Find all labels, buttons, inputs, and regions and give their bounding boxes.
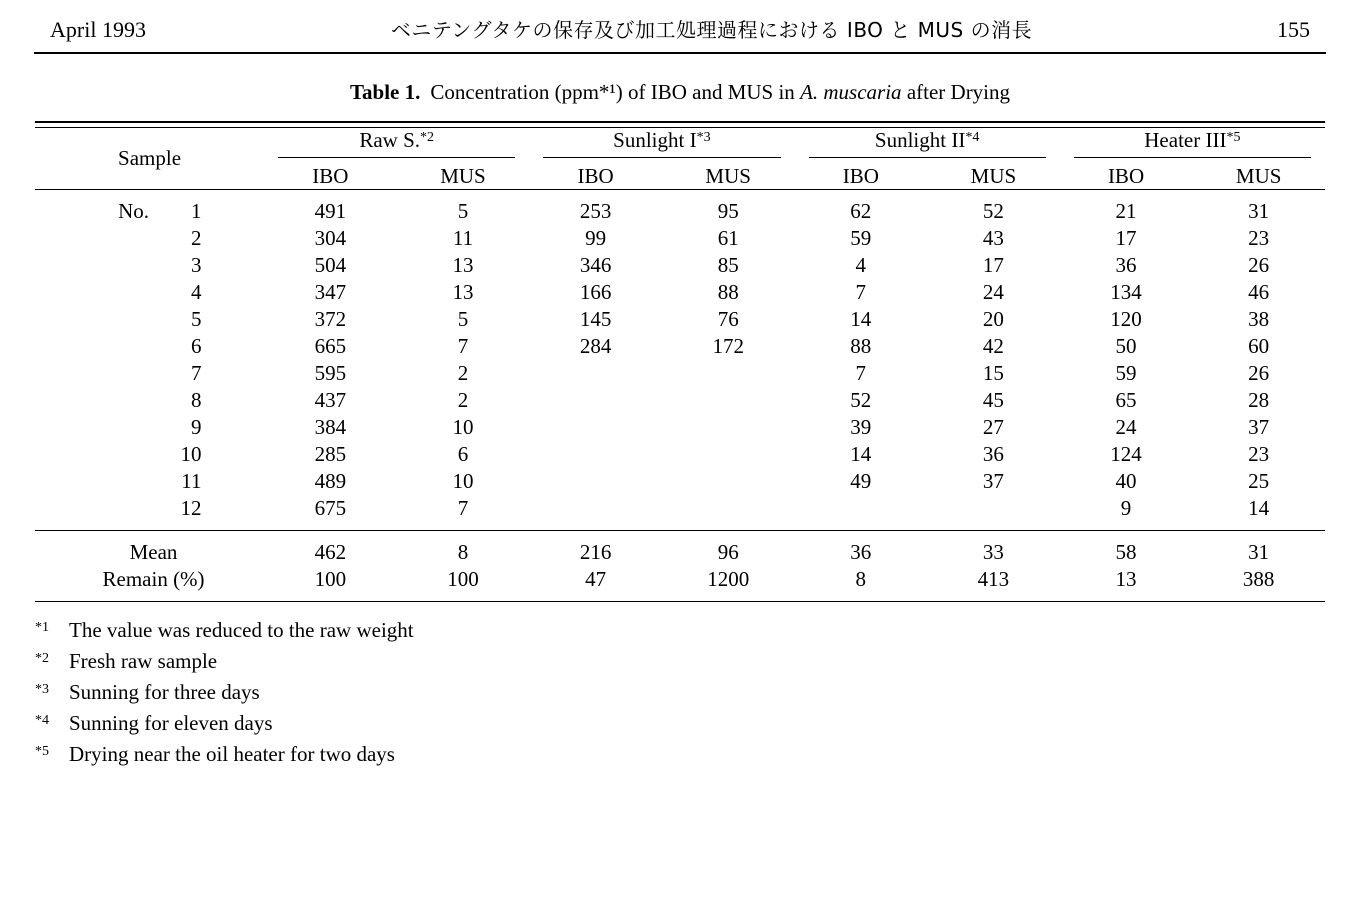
cell-sun1-ibo: 284 — [579, 334, 612, 358]
spacer-after-summary-rule — [35, 531, 1325, 539]
footnote-mark: *3 — [35, 682, 49, 697]
cell-heater-ibo: 36 — [1115, 253, 1137, 277]
cell-raw-mus: 7 — [457, 496, 469, 520]
footnote-mark: *4 — [35, 713, 49, 728]
cell-sun1-ibo: 145 — [579, 307, 612, 331]
row-number: 10 — [180, 442, 202, 466]
summary-row-mean — [35, 539, 1325, 566]
row-number: 1 — [191, 199, 202, 223]
cell-raw-ibo: 665 — [314, 334, 347, 358]
mean-sun2-mus: 33 — [982, 540, 1004, 564]
sub-header-ibo-1: IBO — [312, 164, 349, 188]
cell-raw-mus: 2 — [457, 388, 469, 412]
cell-sun1-mus: 85 — [717, 253, 739, 277]
mean-raw-ibo: 462 — [314, 540, 347, 564]
footnote-text: Fresh raw sample — [69, 649, 218, 673]
cell-sun2-mus: 15 — [982, 361, 1004, 385]
sub-header-mus-2: MUS — [705, 164, 751, 188]
cell-heater-ibo: 50 — [1115, 334, 1137, 358]
cell-heater-ibo: 124 — [1110, 442, 1142, 466]
cell-sun1-ibo — [529, 441, 662, 468]
table-row — [35, 252, 1325, 279]
table-row — [35, 279, 1325, 306]
remain-raw-mus: 100 — [447, 567, 479, 591]
concentration-table — [35, 121, 1325, 602]
table-row — [35, 333, 1325, 360]
cell-sun1-ibo — [529, 414, 662, 441]
row-sample-label — [35, 441, 264, 468]
cell-heater-ibo: 21 — [1115, 199, 1137, 223]
sub-header-mus-1: MUS — [440, 164, 486, 188]
cell-raw-mus: 6 — [457, 442, 469, 466]
sub-header-ibo-4: IBO — [1107, 164, 1145, 188]
row-sample-label — [35, 279, 264, 306]
row-number: 6 — [191, 334, 202, 358]
spacer-before-bottom-rule — [35, 593, 1325, 602]
cell-heater-mus: 60 — [1248, 334, 1270, 358]
group-header-raw — [264, 128, 529, 164]
table-caption-italic-2: muscaria — [823, 80, 902, 104]
cell-sun2-mus — [927, 495, 1060, 522]
summary-row-remain — [35, 566, 1325, 593]
row-prefix: No. — [118, 199, 149, 223]
footnote-item — [35, 680, 1325, 705]
mean-heater-ibo: 58 — [1115, 540, 1137, 564]
table-caption-text-1: Concentration (ppm*¹) of IBO and MUS in — [430, 80, 801, 104]
mean-sun2-ibo: 36 — [850, 540, 872, 564]
cell-raw-mus: 13 — [452, 253, 474, 277]
cell-sun1-mus — [662, 414, 795, 441]
cell-raw-ibo: 285 — [314, 442, 347, 466]
cell-heater-ibo: 40 — [1115, 469, 1137, 493]
row-sample-label — [35, 306, 264, 333]
summary-label-mean: Mean — [129, 540, 178, 564]
cell-sun1-mus: 61 — [717, 226, 739, 250]
remain-sun1-mus: 1200 — [707, 567, 750, 591]
group-header-raw-label: Raw S. — [359, 128, 421, 152]
cell-sun2-mus: 36 — [982, 442, 1004, 466]
cell-raw-mus: 5 — [457, 199, 469, 223]
running-head — [28, 0, 1332, 43]
table-row — [35, 306, 1325, 333]
row-number: 4 — [191, 280, 202, 304]
cell-raw-ibo: 491 — [314, 199, 347, 223]
cell-sun2-mus: 20 — [982, 307, 1004, 331]
footnote-item — [35, 742, 1325, 767]
cell-heater-mus: 26 — [1248, 361, 1270, 385]
cell-sun2-ibo — [795, 495, 928, 522]
group-header-sunlight-1 — [529, 128, 794, 164]
remain-sun2-ibo: 8 — [855, 567, 867, 591]
cell-sun2-mus: 24 — [982, 280, 1004, 304]
cell-sun2-ibo: 14 — [850, 307, 872, 331]
cell-sun1-ibo — [529, 468, 662, 495]
cell-sun1-ibo: 346 — [579, 253, 612, 277]
cell-sun1-ibo: 99 — [585, 226, 607, 250]
cell-heater-ibo: 9 — [1120, 496, 1132, 520]
footnote-text: Sunning for eleven days — [69, 711, 273, 735]
cell-sun2-ibo: 14 — [850, 442, 872, 466]
cell-sun2-ibo: 88 — [850, 334, 872, 358]
group-header-sunlight-2-mark: *4 — [965, 130, 980, 145]
group-header-sunlight-2 — [795, 128, 1060, 164]
page-number: 155 — [1277, 17, 1310, 42]
mean-heater-mus: 31 — [1248, 540, 1270, 564]
table-caption — [28, 80, 1332, 105]
cell-heater-mus: 26 — [1248, 253, 1270, 277]
table-row — [35, 360, 1325, 387]
group-header-row — [35, 128, 1325, 164]
cell-sun1-mus: 95 — [717, 199, 739, 223]
sub-header-ibo-3: IBO — [842, 164, 879, 188]
cell-raw-mus: 10 — [452, 469, 474, 493]
row-number: 11 — [181, 469, 202, 493]
table-row — [35, 414, 1325, 441]
footnote-mark: *1 — [35, 620, 49, 635]
cell-sun2-ibo: 39 — [850, 415, 872, 439]
remain-sun2-mus: 413 — [977, 567, 1010, 591]
cell-sun2-ibo: 7 — [855, 280, 867, 304]
cell-sun2-ibo: 59 — [850, 226, 872, 250]
cell-sun2-ibo: 7 — [855, 361, 867, 385]
summary-label-remain: Remain (%) — [102, 567, 205, 591]
group-header-sunlight-1-label: Sunlight I — [613, 128, 697, 152]
cell-sun1-ibo — [529, 360, 662, 387]
row-sample-label — [35, 198, 264, 225]
running-head-date: April 1993 — [50, 17, 146, 42]
table-row — [35, 225, 1325, 252]
row-sample-label — [35, 225, 264, 252]
cell-raw-ibo: 437 — [314, 388, 347, 412]
group-header-sunlight-2-label: Sunlight II — [874, 128, 966, 152]
cell-heater-mus: 31 — [1248, 199, 1270, 223]
table-row — [35, 387, 1325, 414]
cell-sun1-ibo — [529, 387, 662, 414]
cell-heater-ibo: 59 — [1115, 361, 1137, 385]
footnote-text: Drying near the oil heater for two days — [69, 742, 395, 766]
cell-heater-mus: 23 — [1248, 442, 1270, 466]
cell-heater-mus: 46 — [1248, 280, 1270, 304]
cell-sun2-mus: 43 — [982, 226, 1004, 250]
cell-sun2-mus: 52 — [982, 199, 1004, 223]
cell-sun1-mus — [662, 468, 795, 495]
cell-raw-ibo: 675 — [314, 496, 347, 520]
cell-raw-mus: 2 — [457, 361, 469, 385]
cell-sun2-ibo: 62 — [850, 199, 872, 223]
remain-sun1-ibo: 47 — [585, 567, 607, 591]
sub-header-mus-3: MUS — [970, 164, 1017, 188]
row-sample-label — [35, 387, 264, 414]
cell-sun1-mus: 172 — [712, 334, 744, 358]
row-number: 3 — [191, 253, 202, 277]
cell-raw-mus: 10 — [452, 415, 474, 439]
table-row — [35, 468, 1325, 495]
cell-raw-mus: 11 — [452, 226, 474, 250]
mean-sun1-ibo: 216 — [579, 540, 612, 564]
cell-sun2-ibo: 52 — [850, 388, 872, 412]
cell-sun1-mus — [662, 387, 795, 414]
cell-sun2-ibo: 49 — [850, 469, 872, 493]
cell-sun1-mus: 88 — [717, 280, 739, 304]
cell-raw-ibo: 347 — [314, 280, 347, 304]
group-header-heater-3-mark: *5 — [1226, 130, 1241, 145]
spacer-after-header — [35, 190, 1325, 198]
row-sample-label — [35, 495, 264, 522]
table-row — [35, 441, 1325, 468]
cell-heater-mus: 23 — [1248, 226, 1270, 250]
cell-raw-mus: 13 — [452, 280, 474, 304]
group-header-heater-3 — [1060, 128, 1325, 164]
table-row — [35, 198, 1325, 225]
cell-heater-mus: 14 — [1248, 496, 1270, 520]
cell-heater-ibo: 17 — [1115, 226, 1137, 250]
footnote-item — [35, 649, 1325, 674]
cell-sun1-mus — [662, 360, 795, 387]
cell-raw-ibo: 595 — [314, 361, 347, 385]
cell-raw-ibo: 384 — [314, 415, 347, 439]
footnote-text: Sunning for three days — [69, 680, 260, 704]
row-sample-label — [35, 414, 264, 441]
row-sample-label — [35, 252, 264, 279]
spacer-before-summary — [35, 522, 1325, 531]
cell-sun1-ibo: 166 — [579, 280, 612, 304]
cell-sun2-mus: 17 — [982, 253, 1004, 277]
footnotes — [35, 618, 1325, 767]
cell-heater-ibo: 120 — [1110, 307, 1142, 331]
row-number: 5 — [191, 307, 202, 331]
cell-sun1-mus — [662, 495, 795, 522]
row-number: 7 — [191, 361, 202, 385]
cell-sun2-mus: 27 — [982, 415, 1004, 439]
column-header-sample: Sample — [118, 146, 182, 170]
group-header-raw-mark: *2 — [420, 130, 435, 145]
row-number: 9 — [191, 415, 202, 439]
table-caption-label: Table 1. — [349, 80, 421, 104]
cell-raw-ibo: 489 — [314, 469, 347, 493]
remain-heater-mus: 388 — [1242, 567, 1275, 591]
cell-sun2-ibo: 4 — [855, 253, 867, 277]
table-bottom-rule — [35, 602, 1325, 603]
remain-raw-ibo: 100 — [314, 567, 347, 591]
cell-heater-mus: 28 — [1248, 388, 1270, 412]
cell-raw-mus: 5 — [457, 307, 469, 331]
row-number: 2 — [191, 226, 202, 250]
running-head-title: ベニテングタケの保存及び加工処理過程における IBO と MUS の消長 — [390, 18, 1033, 42]
footnote-item — [35, 618, 1325, 643]
cell-heater-mus: 37 — [1248, 415, 1270, 439]
footnote-mark: *2 — [35, 651, 49, 666]
cell-heater-ibo: 65 — [1115, 388, 1137, 412]
row-number: 12 — [180, 496, 202, 520]
sub-header-ibo-2: IBO — [577, 164, 614, 188]
cell-sun1-ibo: 253 — [579, 199, 612, 223]
cell-raw-ibo: 504 — [314, 253, 347, 277]
row-sample-label — [35, 468, 264, 495]
cell-heater-mus: 25 — [1248, 469, 1270, 493]
cell-heater-ibo: 134 — [1110, 280, 1142, 304]
row-sample-label — [35, 333, 264, 360]
cell-sun2-mus: 45 — [982, 388, 1004, 412]
sub-header-mus-4: MUS — [1235, 164, 1282, 188]
row-number: 8 — [191, 388, 202, 412]
group-header-sunlight-1-mark: *3 — [696, 130, 711, 145]
group-header-heater-3-label: Heater III — [1144, 128, 1227, 152]
cell-heater-mus: 38 — [1248, 307, 1270, 331]
footnote-text: The value was reduced to the raw weight — [69, 618, 414, 642]
cell-sun1-mus — [662, 441, 795, 468]
cell-heater-ibo: 24 — [1115, 415, 1137, 439]
cell-raw-mus: 7 — [457, 334, 469, 358]
cell-raw-ibo: 304 — [314, 226, 347, 250]
cell-sun2-mus: 42 — [982, 334, 1004, 358]
table-caption-italic-1: A. — [800, 80, 824, 104]
mean-raw-mus: 8 — [457, 540, 469, 564]
table-row — [35, 495, 1325, 522]
cell-sun1-mus: 76 — [717, 307, 739, 331]
cell-raw-ibo: 372 — [314, 307, 347, 331]
footnote-item — [35, 711, 1325, 736]
table-caption-text-2: after Drying — [901, 80, 1011, 104]
remain-heater-ibo: 13 — [1115, 567, 1137, 591]
mean-sun1-mus: 96 — [717, 540, 739, 564]
cell-sun2-mus: 37 — [982, 469, 1004, 493]
cell-sun1-ibo — [529, 495, 662, 522]
header-rule — [34, 52, 1326, 54]
row-sample-label — [35, 360, 264, 387]
footnote-mark: *5 — [35, 744, 49, 759]
